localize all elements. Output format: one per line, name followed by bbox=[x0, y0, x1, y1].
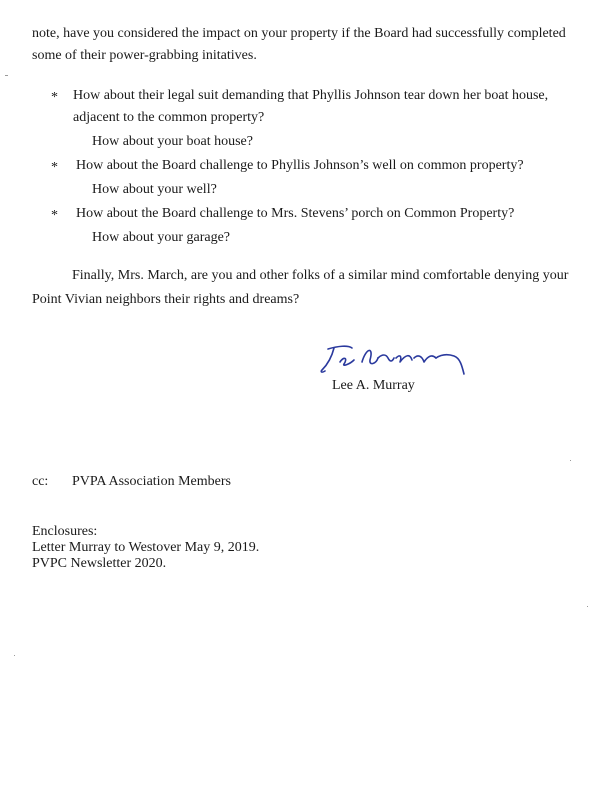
enclosure-item: Letter Murray to Westover May 9, 2019. bbox=[32, 540, 260, 555]
bullet-3-followup: How about your garage? bbox=[92, 230, 231, 245]
bullet-2-line-1: How about the Board challenge to Phyllis Johnson’s well on common property? bbox=[76, 158, 524, 173]
enclosures-label: Enclosures: bbox=[32, 524, 98, 539]
scan-speck bbox=[587, 606, 588, 607]
bullet-1-line-1: How about their legal suit demanding that Phyllis Johnson tear down her boat house, bbox=[73, 88, 549, 103]
closing-line-2: Point Vivian neighbors their rights and dreams? bbox=[32, 292, 300, 307]
bullet-marker: * bbox=[51, 90, 58, 105]
scan-speck bbox=[5, 75, 8, 76]
bullet-2-followup: How about your well? bbox=[92, 182, 217, 197]
signature-ink bbox=[321, 346, 464, 374]
signature bbox=[318, 340, 478, 378]
scan-speck bbox=[14, 655, 15, 656]
bullet-1-followup: How about your boat house? bbox=[92, 134, 253, 149]
bullet-3-line-1: How about the Board challenge to Mrs. Stevens’ porch on Common Property? bbox=[76, 206, 515, 221]
bullet-marker: * bbox=[51, 208, 58, 223]
bullet-1-line-2: adjacent to the common property? bbox=[73, 110, 265, 125]
intro-line-2: some of their power-grabbing initatives. bbox=[32, 48, 257, 63]
signature-name: Lee A. Murray bbox=[332, 378, 415, 393]
cc-value: PVPA Association Members bbox=[72, 474, 231, 489]
bullet-marker: * bbox=[51, 160, 58, 175]
enclosure-item: PVPC Newsletter 2020. bbox=[32, 556, 167, 571]
scan-speck bbox=[570, 460, 571, 461]
intro-line-1: note, have you considered the impact on your property if the Board had successfully completed bbox=[32, 26, 566, 41]
cc-label: cc: bbox=[32, 474, 49, 489]
closing-line-1: Finally, Mrs. March, are you and other folks of a similar mind comfortable denying your bbox=[72, 268, 569, 283]
